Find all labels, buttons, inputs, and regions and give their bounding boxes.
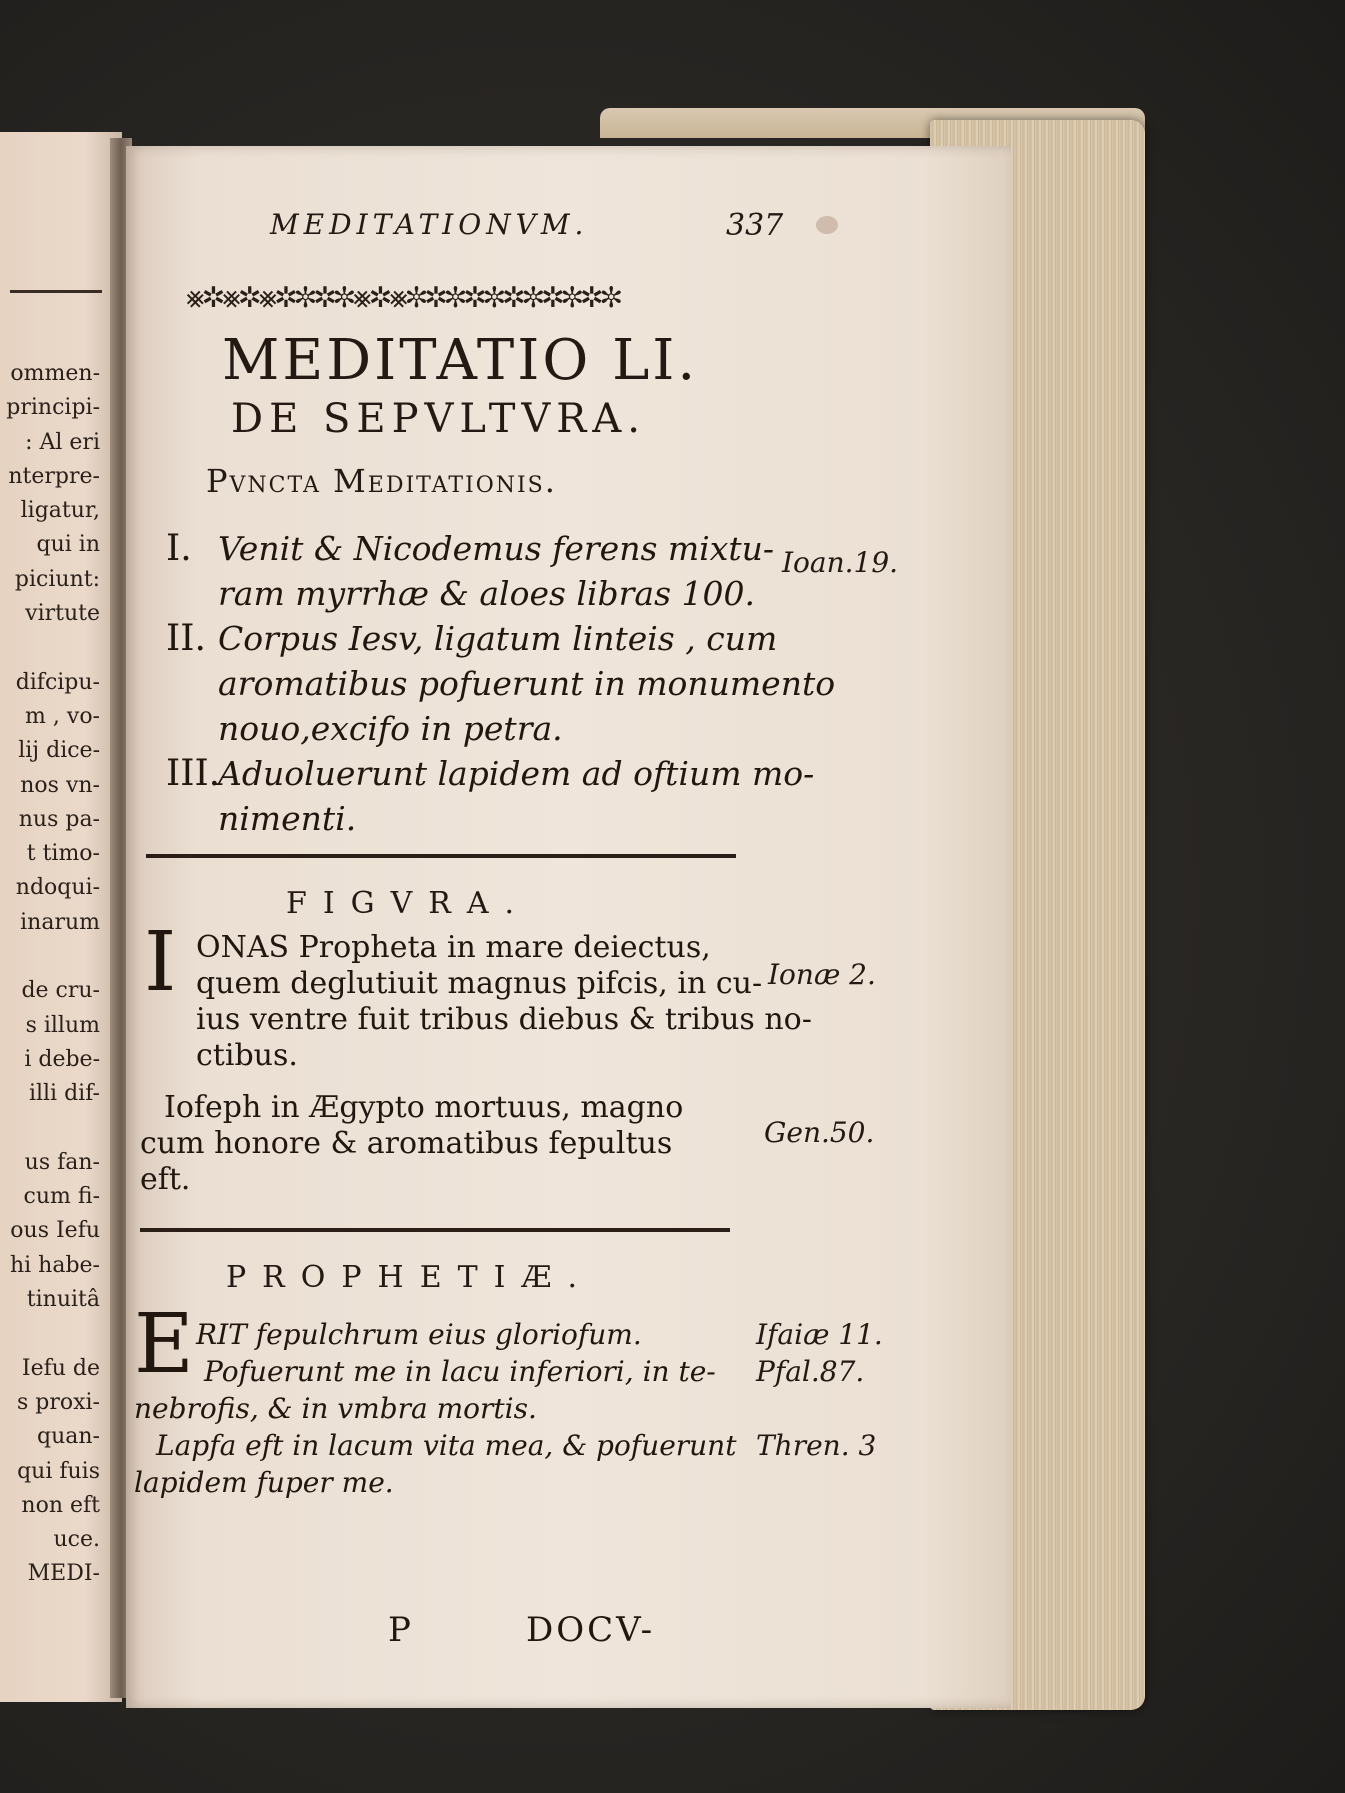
left-page-line: tinuitâ <box>26 1287 100 1313</box>
margin-reference: Thren. 3 <box>756 1429 877 1462</box>
meditation-title: MEDITATIO LI. <box>222 328 699 393</box>
point-line: ram myrrhæ & aloes libras 100. <box>218 574 755 613</box>
left-page-line: us fan- <box>24 1149 100 1175</box>
catchword: DOCV- <box>526 1610 656 1650</box>
point-number: III. <box>166 753 221 794</box>
prophecy-line: Lapfa eft in lacum vita mea, & pofuerunt <box>156 1429 737 1462</box>
paragraph-line: cum honore & aromatibus fepultus <box>140 1126 673 1161</box>
point-line: nimenti. <box>218 799 357 838</box>
left-page-line: : Al eri <box>25 429 100 455</box>
left-page-line: hi habe- <box>9 1252 100 1278</box>
left-page-line: m , vo- <box>25 703 100 729</box>
left-page-line: ous Iefu <box>10 1218 100 1244</box>
paragraph-line: quem deglutiuit magnus pifcis, in cu- <box>196 966 763 1001</box>
point-line: aromatibus pofuerunt in monumento <box>218 664 836 703</box>
prophecy-line: Pofuerunt me in lacu inferiori, in te- <box>204 1355 716 1388</box>
prophecy-line: lapidem fuper me. <box>134 1466 394 1499</box>
figura-paragraph-1 <box>196 930 812 1074</box>
point-number: II. <box>166 618 206 659</box>
left-page-line: quan- <box>37 1424 100 1450</box>
paragraph-line: Iofeph in Ægypto mortuus, magno <box>164 1090 684 1125</box>
left-page-line: MEDI- <box>27 1561 100 1587</box>
figura-heading: FIGVRA. <box>286 886 531 921</box>
margin-reference: Pfal.87. <box>756 1355 865 1388</box>
point-line: nouo,excifo in petra. <box>218 709 563 748</box>
left-page-line: non eft <box>21 1492 100 1518</box>
running-title: MEDITATIONVM. <box>270 208 589 241</box>
margin-reference: Gen.50. <box>764 1116 875 1149</box>
left-page-line: qui in <box>36 532 100 558</box>
left-page-line: nterpre- <box>8 463 100 489</box>
point-line: Venit & Nicodemus ferens mixtu- <box>218 529 775 568</box>
left-page-line: inarum <box>20 909 100 935</box>
meditation-point <box>166 751 886 841</box>
prophecy-line: RIT fepulchrum eius gloriofum. <box>196 1318 642 1351</box>
book <box>0 108 1150 1738</box>
left-page-line <box>0 940 100 974</box>
margin-reference: Ionæ 2. <box>768 958 876 991</box>
paragraph-line: ONAS Propheta in mare deiectus, <box>196 930 711 965</box>
margin-reference: Ioan.19. <box>782 546 899 579</box>
left-page-text <box>0 357 100 1592</box>
left-page-line: uce. <box>53 1527 100 1553</box>
divider <box>140 1228 730 1232</box>
point-line: Corpus Iesv, ligatum linteis , cum <box>218 619 778 658</box>
left-page <box>0 132 122 1702</box>
point-line: Aduoluerunt lapidem ad oftium mo- <box>218 754 815 793</box>
left-page-line: piciunt: <box>14 566 100 592</box>
figura-paragraph-2 <box>140 1090 700 1198</box>
stain <box>816 216 838 234</box>
left-page-line: lij dice- <box>18 738 100 764</box>
point-number: I. <box>166 528 192 569</box>
left-page-line: ligatur, <box>20 498 100 524</box>
paragraph-line: eft. <box>140 1162 191 1197</box>
left-page-line: qui fuis <box>17 1458 100 1484</box>
paragraph-line: ius ventre fuit tribus diebus & tribus no- <box>196 1002 812 1037</box>
meditation-point <box>166 526 886 616</box>
meditation-subtitle: DE SEPVLTVRA. <box>231 396 646 442</box>
left-page-line: cum fi- <box>23 1184 100 1210</box>
page-number: 337 <box>726 208 784 243</box>
dropcap-e: E <box>134 1297 194 1392</box>
left-page-line: Iefu de <box>21 1355 100 1381</box>
divider <box>146 854 736 858</box>
left-page-line: s proxi- <box>16 1389 100 1415</box>
signature-mark: P <box>388 1610 414 1650</box>
left-page-line <box>0 631 100 665</box>
margin-reference: Ifaiæ 11. <box>756 1318 883 1351</box>
prophecy-line: nebrofis, & in vmbra mortis. <box>134 1392 537 1425</box>
paragraph-line: ctibus. <box>196 1038 298 1073</box>
left-page-line: ommen- <box>10 361 100 386</box>
left-page-line <box>0 1317 100 1351</box>
meditation-points <box>166 526 886 841</box>
left-page-line <box>0 1112 100 1146</box>
left-page-line: de cru- <box>21 978 100 1004</box>
meditation-point <box>166 616 886 751</box>
prophetiae-heading: PROPHETIÆ. <box>226 1260 594 1295</box>
main-page <box>126 146 1011 1708</box>
left-page-line: principi- <box>6 395 100 421</box>
dropcap-i: I <box>144 915 177 1010</box>
points-heading: Pvncta Meditationis. <box>206 462 557 500</box>
left-page-rule <box>10 290 102 293</box>
left-page-line: ndoqui- <box>15 875 100 901</box>
left-page-line: difcipu- <box>15 669 100 695</box>
left-page-line: i debe- <box>24 1046 100 1072</box>
left-page-line: nus pa- <box>18 806 100 832</box>
left-page-line: illi dif- <box>28 1081 100 1107</box>
left-page-line: s illum <box>25 1012 100 1038</box>
left-page-line: t timo- <box>26 841 100 867</box>
ornament-band: ⨳✲⨳✲⨳✲✼✲✼⨳✲⨳✼✲✼✲✼✲✼✲✼✲✼ <box>186 280 620 315</box>
left-page-line: nos vn- <box>20 772 100 798</box>
left-page-line: virtute <box>25 601 100 627</box>
